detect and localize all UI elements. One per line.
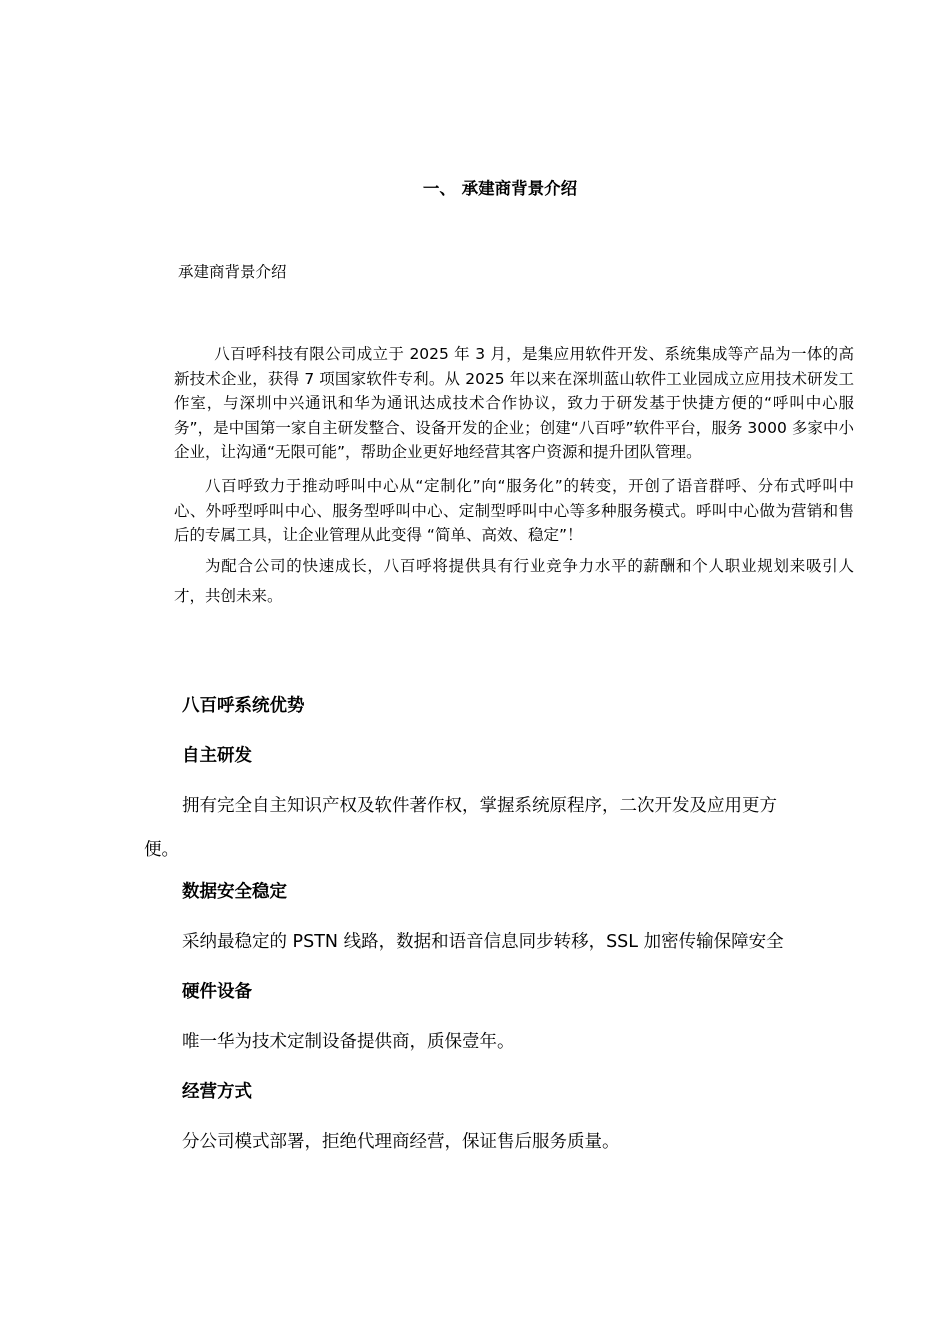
advantage-title: 硬件设备 (182, 982, 252, 1002)
section-subheading: 承建商背景介绍 (178, 263, 287, 281)
page-title: 一、 承建商背景介绍 (422, 179, 578, 198)
advantage-text-line: 拥有完全自主知识产权及软件著作权，掌握系统原程序，二次开发及应用更方 (182, 796, 777, 816)
advantage-title: 经营方式 (182, 1082, 252, 1102)
advantage-title: 数据安全稳定 (182, 882, 287, 902)
advantage-text-line: 便。 (144, 840, 179, 860)
advantage-text: 分公司模式部署，拒绝代理商经营，保证售后服务质量。 (182, 1132, 620, 1152)
advantage-title: 自主研发 (182, 746, 252, 766)
intro-paragraph: 八百呼致力于推动呼叫中心从“定制化”向“服务化”的转变，开创了语音群呼、分布式呼叫中心、外呼型呼叫中心、服务型呼叫中心、定制型呼叫中心等多种服务模式。呼叫中心做为营销和售后的专属工具，让企业管理从此变得 “简单、高效、稳定”！ (174, 476, 854, 545)
advantage-text (144, 783, 844, 863)
intro-paragraph: 八百呼科技有限公司成立于 2025 年 3 月，是集应用软件开发、系统集成等产品为一体的高新技术企业，获得 7 项国家软件专利。从 2025 年以来在深圳蓝山软件工业园成立应用技术研发工作室，与深圳中兴通讯和华为通讯达成技术合作协议，致力于研发基于快捷方便的“呼叫中心服务”，是中国第一家自主研发整合、设备开发的企业；创建“八百呼”软件平台，服务 3000 多家中小企业，让沟通“无限可能”，帮助企业更好地经营其客户资源和提升团队管理。 (174, 345, 854, 462)
intro-paragraph: 为配合公司的快速成长，八百呼将提供具有行业竞争力水平的薪酬和个人职业规划来吸引人才，共创未来。 (174, 556, 854, 605)
advantage-text: 唯一华为技术定制设备提供商，质保壹年。 (182, 1032, 515, 1052)
intro-section (174, 342, 854, 611)
advantage-text: 采纳最稳定的 PSTN 线路，数据和语音信息同步转移，SSL 加密传输保障安全 (182, 932, 784, 952)
advantages-section (144, 683, 844, 1169)
advantages-heading: 八百呼系统优势 (182, 696, 305, 716)
